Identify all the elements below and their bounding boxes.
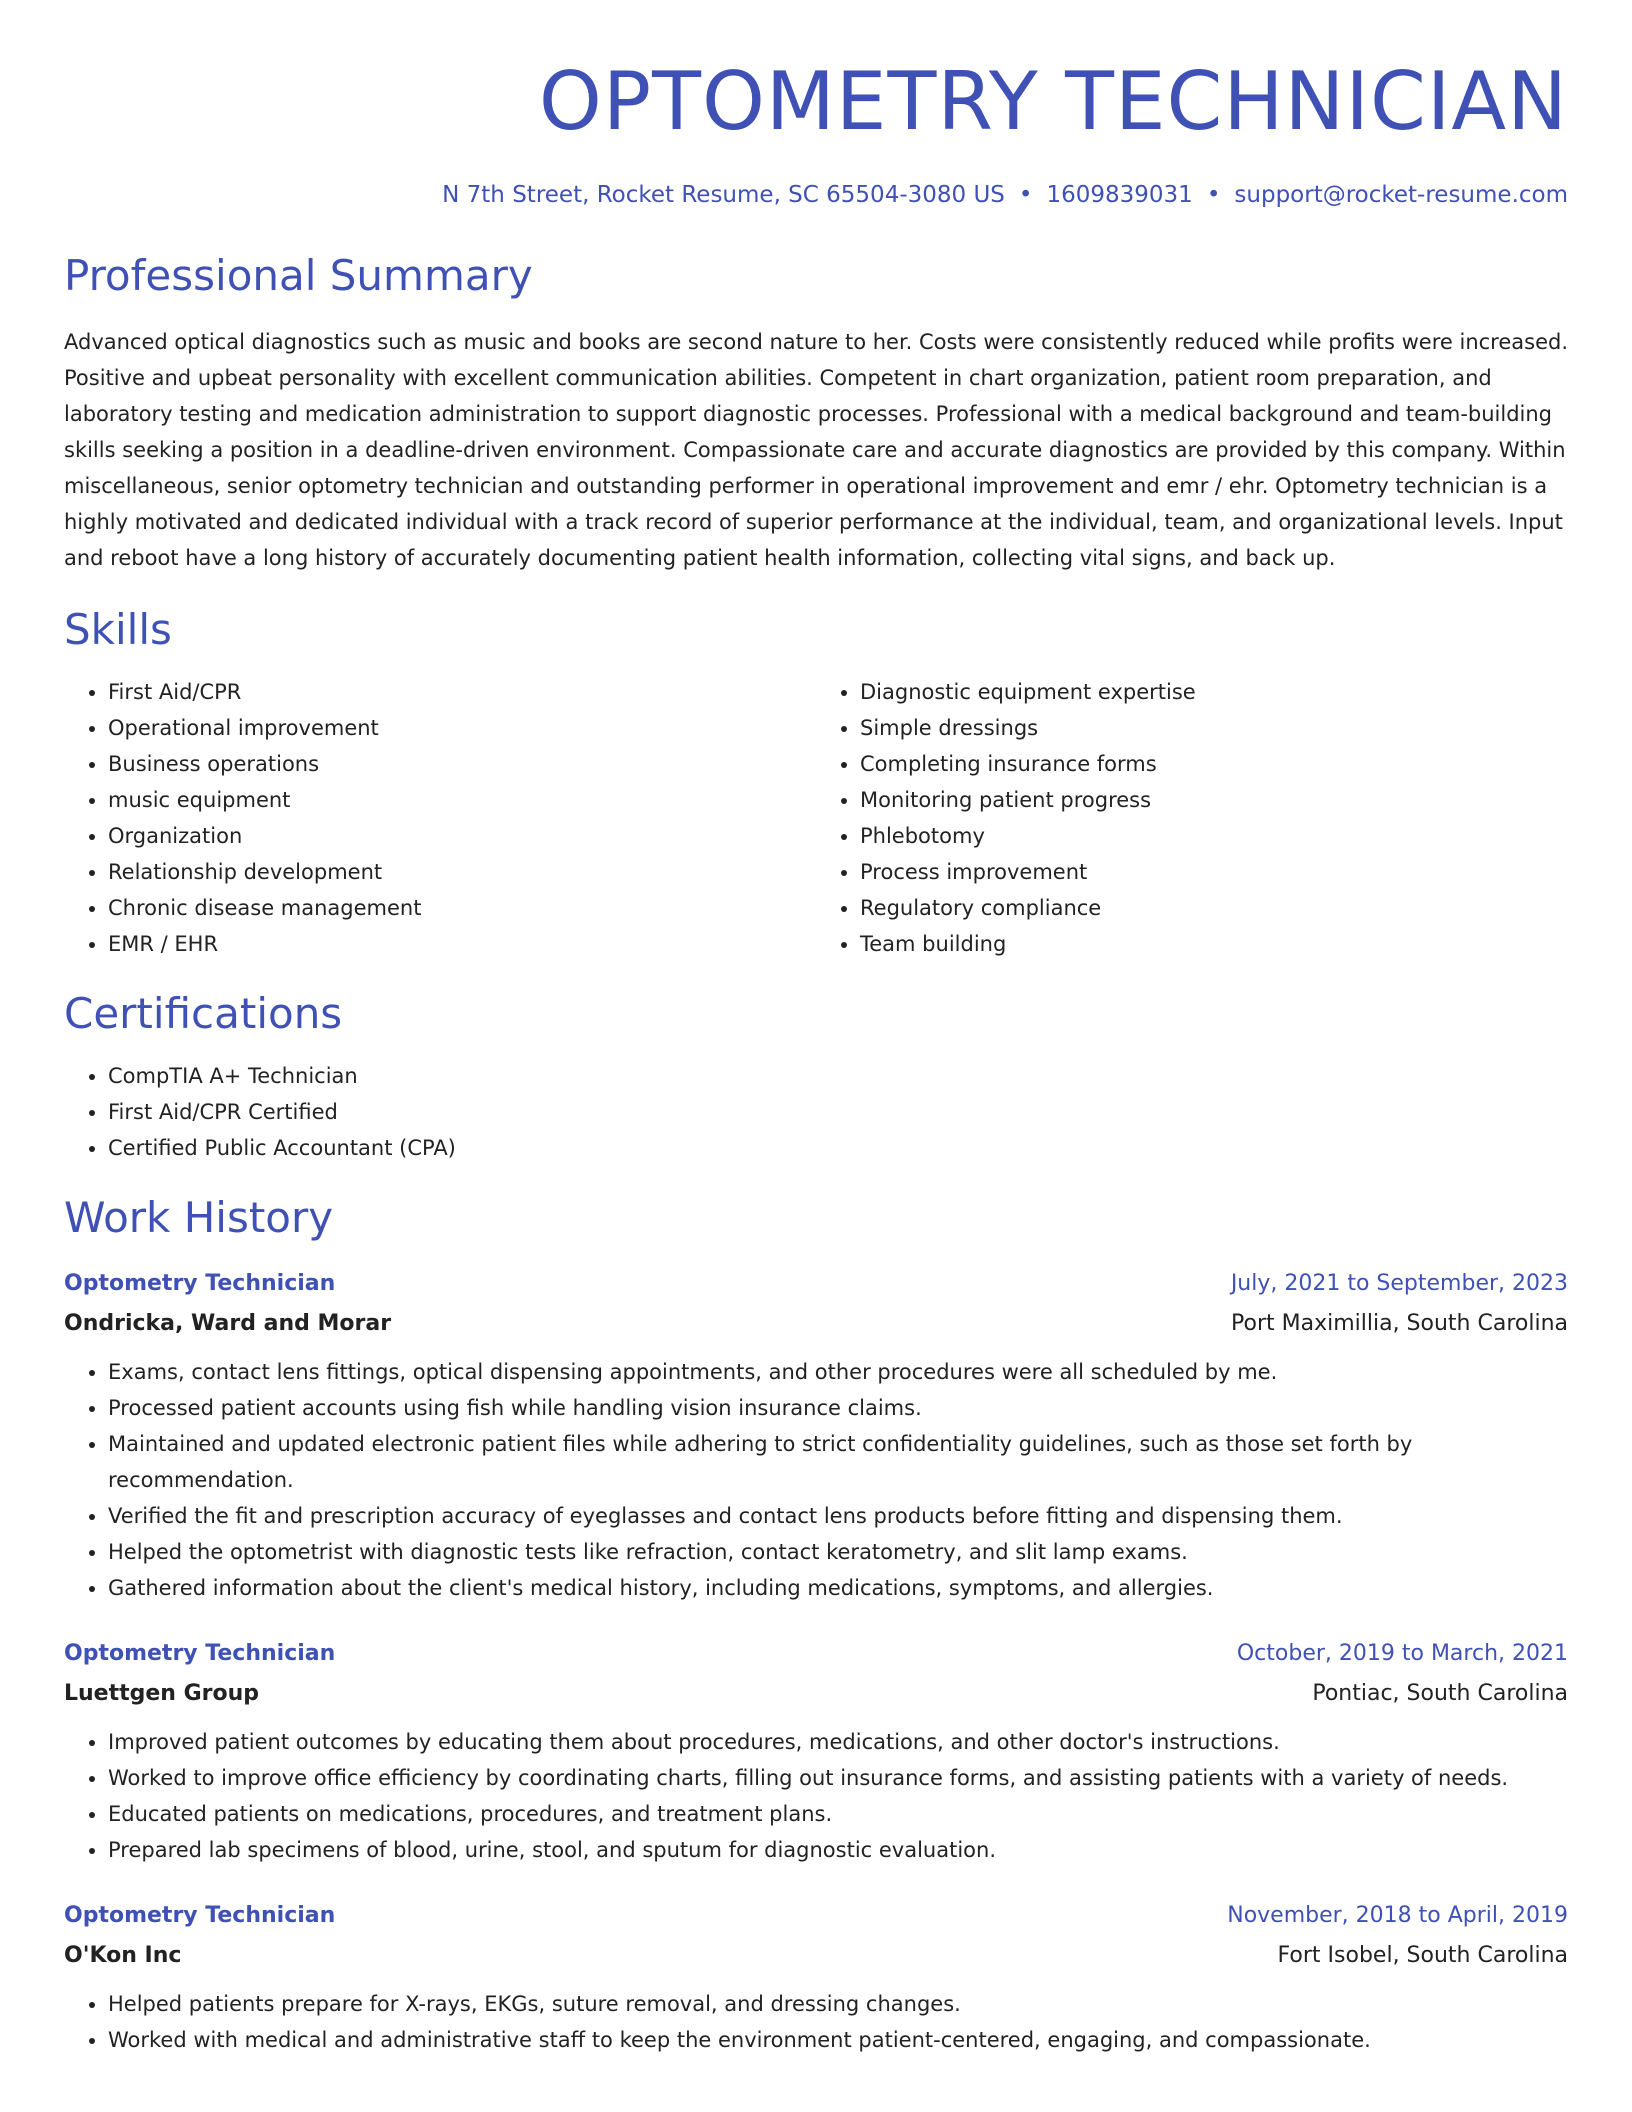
job-title: Optometry Technician: [64, 1271, 336, 1296]
resume-name: OPTOMETRY TECHNICIAN: [538, 55, 1568, 148]
skill-item: • Operational improvement: [108, 710, 816, 746]
job-entry: [64, 1264, 1568, 1606]
job-dates: November, 2018 to April, 2019: [1227, 1903, 1568, 1928]
skills-list-right: [816, 674, 1568, 962]
job-bullet: • Exams, contact lens fittings, optical dispensing appointments, and other procedures were all scheduled by me.: [108, 1354, 1568, 1390]
skill-item: • Business operations: [108, 746, 816, 782]
certifications-list: [64, 1058, 1568, 1166]
skill-item: • Completing insurance forms: [860, 746, 1568, 782]
job-bullet: • Gathered information about the client's medical history, including medications, symptoms, and allergies.: [108, 1570, 1568, 1606]
job-bullet: • Prepared lab specimens of blood, urine, stool, and sputum for diagnostic evaluation.: [108, 1832, 1568, 1868]
job-bullet: • Verified the fit and prescription accuracy of eyeglasses and contact lens products before fitting and dispensing them.: [108, 1498, 1568, 1534]
job-header-row: [64, 1896, 1568, 1936]
job-bullets: [64, 1986, 1568, 2058]
job-bullet: • Helped patients prepare for X-rays, EKGs, suture removal, and dressing changes.: [108, 1986, 1568, 2022]
job-bullets: [64, 1724, 1568, 1868]
job-company: Luettgen Group: [64, 1681, 260, 1706]
job-entry: [64, 1896, 1568, 2058]
skill-item: • Monitoring patient progress: [860, 782, 1568, 818]
job-title: Optometry Technician: [64, 1641, 336, 1666]
job-location: Fort Isobel, South Carolina: [1277, 1943, 1568, 1968]
skills-grid: [64, 674, 1568, 962]
skill-item: • Process improvement: [860, 854, 1568, 890]
skill-item: • Team building: [860, 926, 1568, 962]
work-history-title: Work History: [64, 1193, 334, 1242]
skill-item: • Phlebotomy: [860, 818, 1568, 854]
job-header-row: [64, 1264, 1568, 1304]
contact-phone: 1609839031: [1046, 182, 1193, 208]
job-bullets: [64, 1354, 1568, 1606]
job-bullet: • Educated patients on medications, procedures, and treatment plans.: [108, 1796, 1568, 1832]
certification-item: • CompTIA A+ Technician: [108, 1058, 1568, 1094]
job-bullet: • Improved patient outcomes by educating them about procedures, medications, and other doctor's instructions.: [108, 1724, 1568, 1760]
summary-text: Advanced optical diagnostics such as music and books are second nature to her. Costs were consistently reduced while profits were increased. Positive and upbeat personality with excellent communication abilities. Competent in chart organization, patient room preparation, and laboratory testing and medication administration to support diagnostic processes. Professional with a medical background and team-building skills seeking a position in a deadline-driven environment. Compassionate care and accurate diagnostics are provided by this company. Within miscellaneous, senior optometry technician and outstanding performer in operational improvement and emr / ehr. Optometry technician is a highly motivated and dedicated individual with a track record of superior performance at the individual, team, and organizational levels. Input and reboot have a long history of accurately documenting patient health information, collecting vital signs, and back up.: [64, 330, 1569, 570]
job-header-row: [64, 1634, 1568, 1674]
skill-item: • Organization: [108, 818, 816, 854]
skill-item: • Chronic disease management: [108, 890, 816, 926]
summary-title: Professional Summary: [64, 251, 533, 300]
skill-item: • Regulatory compliance: [860, 890, 1568, 926]
job-company: Ondricka, Ward and Morar: [64, 1311, 392, 1336]
certifications-title: Certifications: [64, 989, 343, 1038]
skills-list-left: [64, 674, 816, 962]
contact-separator: •: [1018, 182, 1033, 208]
skill-item: • Diagnostic equipment expertise: [860, 674, 1568, 710]
skill-item: • Relationship development: [108, 854, 816, 890]
certification-item: • Certified Public Accountant (CPA): [108, 1130, 1568, 1166]
job-dates: October, 2019 to March, 2021: [1236, 1641, 1568, 1666]
skill-item: • Simple dressings: [860, 710, 1568, 746]
job-bullet: • Worked to improve office efficiency by coordinating charts, filling out insurance forms, and assisting patients with a variety of needs.: [108, 1760, 1568, 1796]
job-location: Port Maximillia, South Carolina: [1231, 1311, 1568, 1336]
certification-item: • First Aid/CPR Certified: [108, 1094, 1568, 1130]
job-entry: [64, 1634, 1568, 1868]
job-bullet: • Helped the optometrist with diagnostic tests like refraction, contact keratometry, and slit lamp exams.: [108, 1534, 1568, 1570]
job-title: Optometry Technician: [64, 1903, 336, 1928]
contact-email: support@rocket-resume.com: [1234, 182, 1568, 208]
skill-item: • music equipment: [108, 782, 816, 818]
job-bullet: • Worked with medical and administrative staff to keep the environment patient-centered, engaging, and compassionate.: [108, 2022, 1568, 2058]
job-company-row: [64, 1674, 1568, 1714]
job-company: O'Kon Inc: [64, 1943, 182, 1968]
contact-address: N 7th Street, Rocket Resume, SC 65504-3080 US: [442, 182, 1005, 208]
job-dates: July, 2021 to September, 2023: [1230, 1271, 1568, 1296]
job-bullet: • Maintained and updated electronic patient files while adhering to strict confidentiality guidelines, such as those set forth by recommendation.: [108, 1426, 1568, 1498]
skill-item: • First Aid/CPR: [108, 674, 816, 710]
job-company-row: [64, 1936, 1568, 1976]
contact-line: [64, 180, 1568, 210]
skill-item: • EMR / EHR: [108, 926, 816, 962]
job-location: Pontiac, South Carolina: [1312, 1681, 1568, 1706]
job-company-row: [64, 1304, 1568, 1344]
skills-title: Skills: [64, 605, 172, 654]
job-bullet: • Processed patient accounts using fish while handling vision insurance claims.: [108, 1390, 1568, 1426]
contact-separator: •: [1206, 182, 1221, 208]
